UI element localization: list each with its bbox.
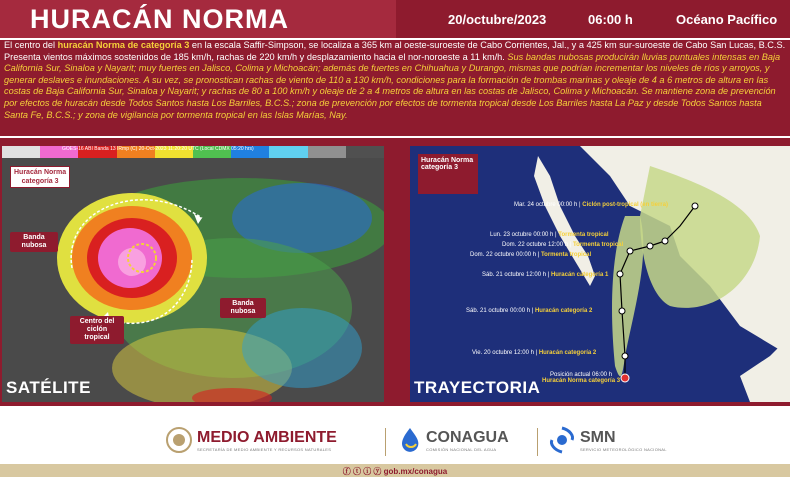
footer-divider (385, 428, 386, 456)
mexico-seal-icon (165, 426, 193, 454)
semarnat-subtitle: SECRETARÍA DE MEDIO AMBIENTE Y RECURSOS NATURALES (197, 446, 332, 452)
satellite-storm-badge (10, 166, 70, 188)
social-icons: ⓕ ⓣ ⓘ ⓨ (342, 467, 384, 476)
smn-subtitle: SERVICIO METEOROLÓGICO NACIONAL (580, 446, 667, 452)
bulletin-date: 20/octubre/2023 (448, 12, 547, 27)
smn-logo (548, 426, 667, 454)
cloud-band-callout-2: Banda nubosa (220, 298, 266, 318)
bulletin-part-2: en la escala Saffir-Simpson, se localiza a 365 km al oeste-suroeste de Cabo Corrientes, Jal., y a 425 km sur-suroeste de Cabo San Lucas, B.C.S. Presenta vientos máximos sostenidos de 185 km/h, rachas de 220 km/h y desplazamiento hacia el nor-noroeste a 11 km/h. (4, 40, 786, 62)
conagua-name: CONAGUA (426, 428, 509, 446)
trajectory-badge-line2: categoría 3 (421, 164, 458, 171)
conagua-logo (398, 426, 509, 454)
track-point-label: Lun. 23 octubre 00:00 h | Tormenta tropical (490, 232, 609, 238)
footer-divider (537, 428, 538, 456)
trajectory-label: TRAYECTORIA (414, 378, 541, 397)
panels-container (0, 138, 790, 406)
cloud-band-callout-1: Banda nubosa (10, 232, 58, 252)
footer-url[interactable]: ⓕ ⓣ ⓘ ⓨ gob.mx/conagua (342, 467, 448, 476)
smn-name: SMN (580, 428, 616, 446)
bulletin-text (0, 40, 790, 136)
semarnat-logo (165, 426, 337, 454)
cyclone-center-callout: Centro del ciclón tropical (70, 316, 124, 344)
satellite-panel (2, 146, 384, 402)
track-point-label: Dom. 22 octubre 00:00 h | Tormenta tropical (470, 252, 592, 258)
satellite-badge-line1: Huracán Norma (14, 169, 67, 176)
bulletin-part-1: El centro del (4, 40, 58, 50)
track-point-label: Vie. 20 octubre 12:00 h | Huracán categoría 2 (472, 350, 597, 356)
trajectory-panel (410, 146, 790, 402)
trajectory-storm-badge (418, 154, 478, 194)
bulletin-time: 06:00 h (588, 12, 633, 27)
track-point-label: Dom. 22 octubre 12:00 h | Tormenta tropical (502, 242, 624, 248)
bulletin-highlight: huracán Norma de categoría 3 (57, 40, 190, 50)
satellite-badge-line2: categoría 3 (21, 178, 59, 185)
satellite-label: SATÉLITE (6, 378, 91, 397)
trajectory-badge-line1: Huracán Norma (421, 157, 474, 164)
track-point-label: Mar. 24 octubre 00:00 h | Ciclón post-tropical (en tierra) (514, 202, 668, 208)
page-title: HURACÁN NORMA (30, 4, 289, 34)
header-bar (0, 0, 790, 38)
water-drop-icon (398, 426, 422, 454)
ocean-name: Océano Pacífico (676, 12, 778, 27)
bulletin-forecast: Sus bandas nubosas producirán lluvias puntuales intensas en Baja California Sur, Sinaloa y Nayarit; muy fuertes en Jalisco, Colima y Michoacán; además de fuertes en Chihuahua y Durango, mismas que podrían incrementar los niveles de ríos y arroyos, y generar deslaves e inundaciones. A su vez, se pronostican rachas de viento de 110 a 130 km/h, condiciones para la formación de trombas marinas y oleaje de 4 a 6 metros de altura en las costas de Baja California Sur, Sinaloa y Nayarit; y rachas de 80 a 100 km/h y oleaje de 2 a 4 metros de altura en las costas de Jalisco, Colima y Michoacán. Se mantiene zona de prevención por efectos de huracán desde Todos Santos hasta Los Barriles, B.C.S.; zona de prevención por efectos de tormenta tropical desde Los Barriles hasta La Paz y desde Todos Santos hasta Santa Fe, B.C.S.; y zona de vigilancia por tormenta tropical en las Islas Marías, Nay. (4, 51, 781, 120)
conagua-subtitle: COMISIÓN NACIONAL DEL AGUA (426, 446, 497, 452)
hurricane-icon (548, 426, 576, 454)
satellite-caption: GOES-16 ABI Banda 13 IRmp (C) 20-Oct-2023 11:20:20 UTC (Local CDMX 05:20 hrs) (62, 146, 254, 152)
semarnat-name: MEDIO AMBIENTE (197, 428, 337, 446)
title-box (0, 0, 396, 38)
current-position-label: Posición actual 06:00 h Huracán Norma categoría 3 (542, 372, 621, 384)
satellite-image (2, 158, 384, 402)
track-point-label: Sáb. 21 octubre 00:00 h | Huracán categoría 2 (466, 308, 593, 314)
track-point-label: Sáb. 21 octubre 12:00 h | Huracán categoría 1 (482, 272, 609, 278)
